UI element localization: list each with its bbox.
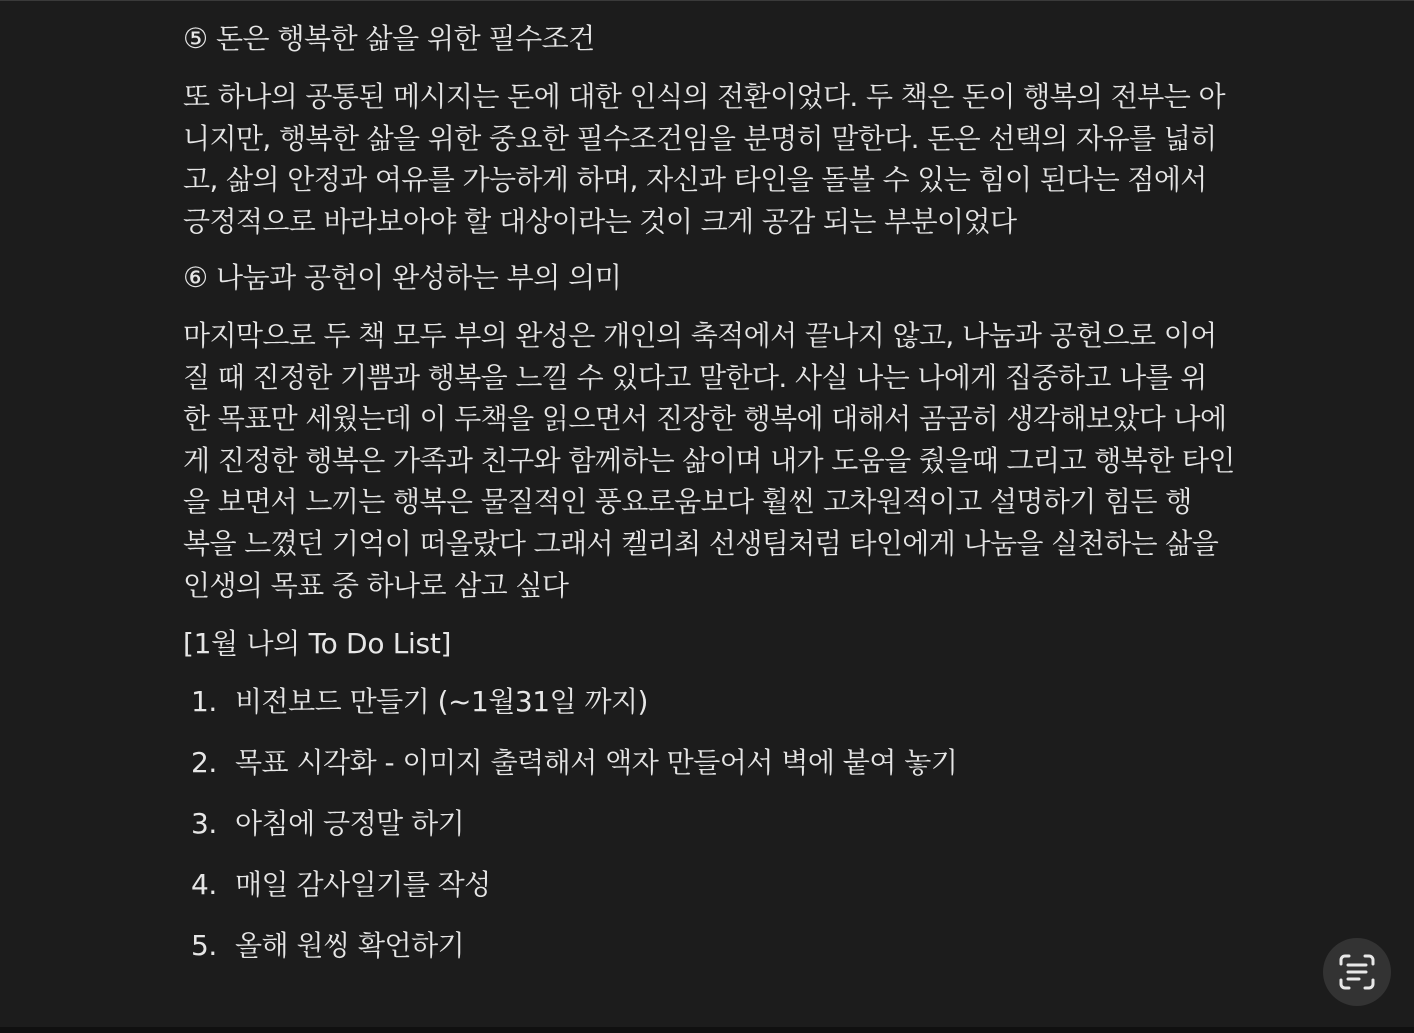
todo-item-text: 아침에 긍정말 하기 xyxy=(235,807,465,840)
todo-item-number: 3. xyxy=(191,807,217,840)
live-text-button[interactable] xyxy=(1323,938,1391,1006)
paragraph-line: 니지만, 행복한 삶을 위한 중요한 필수조건임을 분명히 말한다. 돈은 선택의 자유를 넓히 xyxy=(183,121,1217,155)
paragraph-line: 복을 느꼈던 기억이 떠올랐다 그래서 켈리최 선생팀처럼 타인에게 나눔을 실천하는 삶을 xyxy=(183,526,1219,560)
todo-item-number: 4. xyxy=(191,868,217,901)
todo-list-title: [1월 나의 To Do List] xyxy=(183,627,452,660)
paragraph-line: 을 보면서 느끼는 행복은 물질적인 풍요로움보다 훨씬 고차원적이고 설명하기 힘든 행 xyxy=(183,485,1192,519)
paragraph-line: 마지막으로 두 책 모두 부의 완성은 개인의 축적에서 끝나지 않고, 나눔과 공헌으로 이어 xyxy=(183,319,1217,352)
paragraph-line: 또 하나의 공통된 메시지는 돈에 대한 인식의 전환이었다. 두 책은 돈이 행복의 전부는 아 xyxy=(183,80,1225,113)
paragraph-line: 게 진정한 행복은 가족과 친구와 함께하는 삶이며 내가 도움을 줬을때 그리고 행복한 타인 xyxy=(183,443,1235,477)
todo-item-text: 목표 시각화 - 이미지 출력해서 액자 만들어서 벽에 붙여 놓기 xyxy=(235,746,958,779)
section-5-paragraph xyxy=(183,76,1233,242)
bottom-edge xyxy=(0,1027,1414,1033)
section-6-paragraph xyxy=(183,315,1233,606)
todo-item-number: 1. xyxy=(191,685,217,718)
live-text-scan-icon xyxy=(1337,952,1377,992)
paragraph-line: 질 때 진정한 기쁨과 행복을 느낄 수 있다고 말한다. 사실 나는 나에게 집중하고 나를 위 xyxy=(183,360,1207,394)
paragraph-line: 인생의 목표 중 하나로 삼고 싶다 xyxy=(183,568,569,602)
todo-item-number: 2. xyxy=(191,746,217,779)
todo-item-text: 올해 원씽 확언하기 xyxy=(235,929,465,962)
todo-item-text: 매일 감사일기를 작성 xyxy=(235,868,491,901)
paragraph-line: 한 목표만 세웠는데 이 두책을 읽으면서 진장한 행복에 대해서 곰곰히 생각해보았다 나에 xyxy=(183,402,1227,436)
todo-item-text: 비전보드 만들기 (~1월31일 까지) xyxy=(235,685,648,718)
paragraph-line: 고, 삶의 안정과 여유를 가능하게 하며, 자신과 타인을 돌볼 수 있는 힘이 된다는 점에서 xyxy=(183,163,1207,197)
todo-item-number: 5. xyxy=(191,929,217,962)
section-5-heading: ⑤ 돈은 행복한 삶을 위한 필수조건 xyxy=(183,22,595,55)
paragraph-line: 긍정적으로 바라보아야 할 대상이라는 것이 크게 공감 되는 부분이었다 xyxy=(183,204,1017,238)
section-6-heading: ⑥ 나눔과 공헌이 완성하는 부의 의미 xyxy=(183,261,622,294)
